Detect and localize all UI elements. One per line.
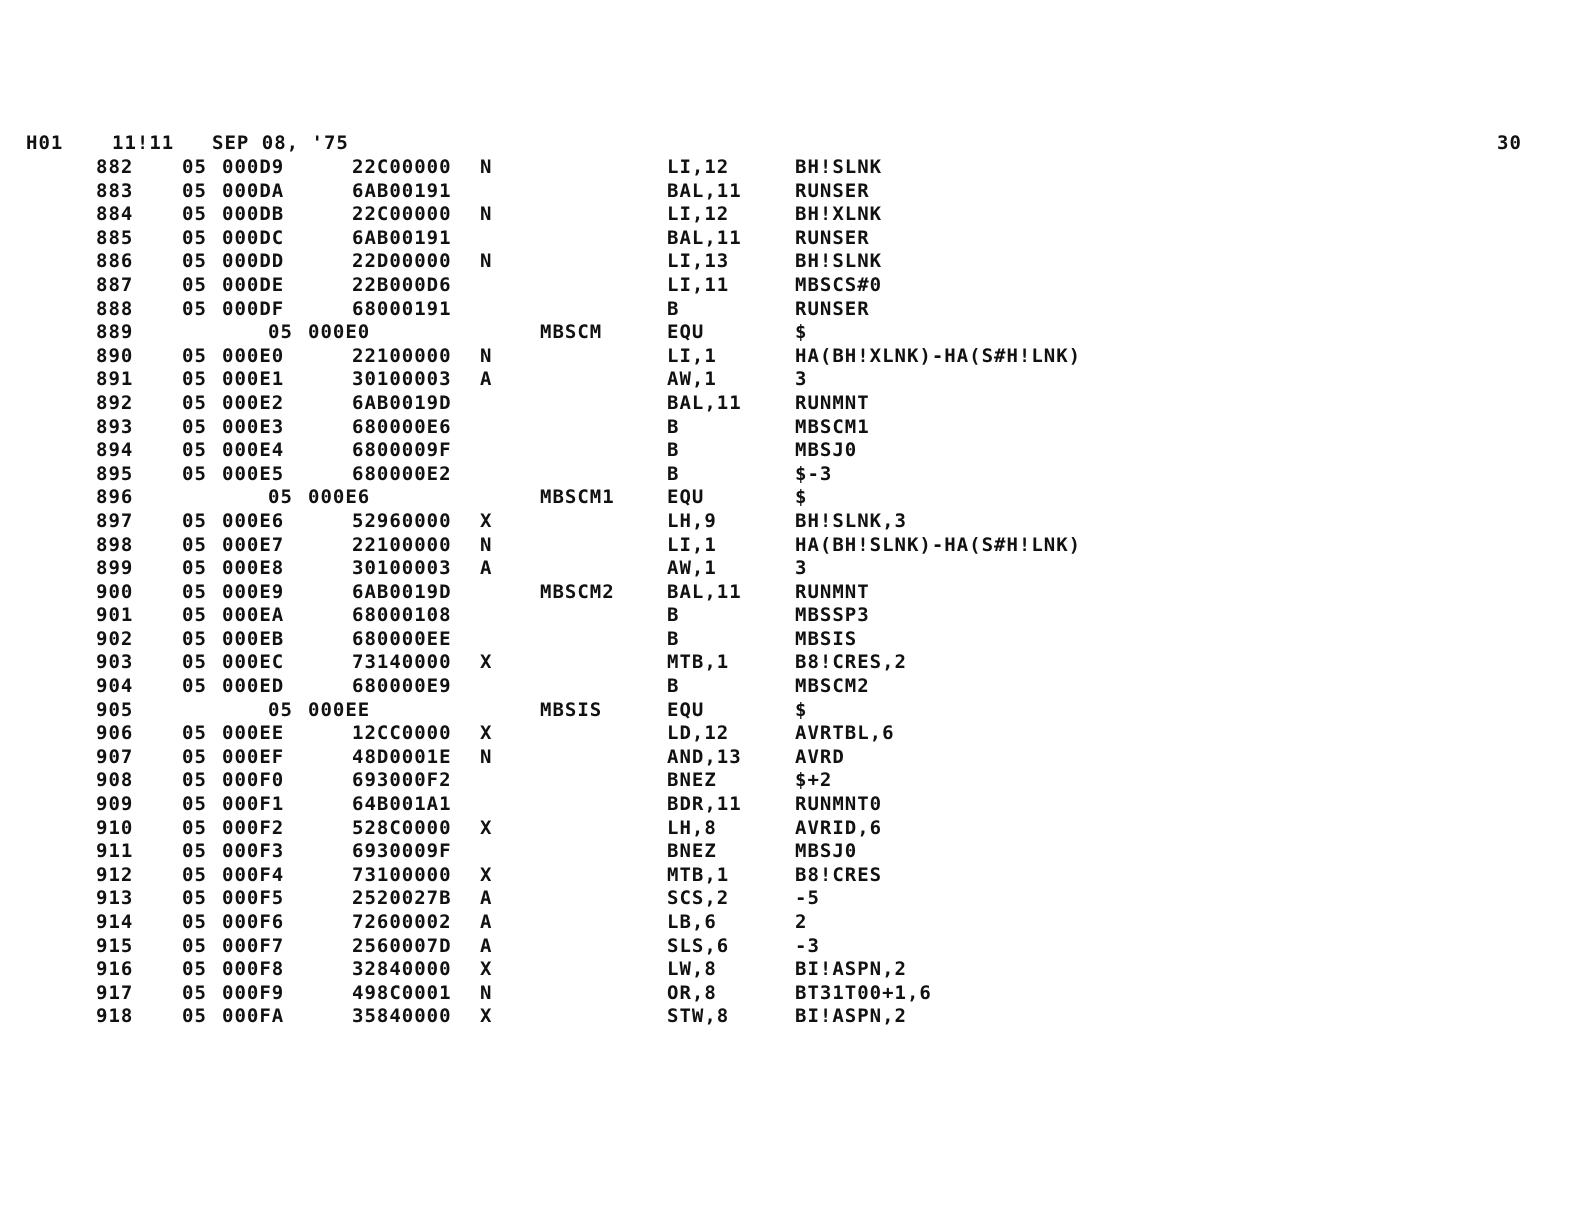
operand: 3 <box>795 368 808 391</box>
listing-row <box>0 156 1584 180</box>
address: 000E1 <box>222 368 285 391</box>
section-code: 05 <box>182 793 207 816</box>
operand: MBSIS <box>795 627 858 650</box>
line-number: 909 <box>96 793 134 816</box>
line-number: 893 <box>96 415 134 438</box>
section-code: 05 <box>182 226 207 249</box>
opcode: B <box>667 439 680 462</box>
line-number: 894 <box>96 439 134 462</box>
opcode: LI,12 <box>667 203 730 226</box>
operand: $ <box>795 698 808 721</box>
opcode: LB,6 <box>667 911 717 933</box>
operand: RUNSER <box>795 226 870 249</box>
section-code: 05 <box>182 958 207 981</box>
line-number: 915 <box>96 934 134 957</box>
listing-row <box>0 321 1584 345</box>
object-code: 22100000 <box>352 533 452 556</box>
object-code: 680000E2 <box>352 462 452 485</box>
line-number: 914 <box>96 911 134 933</box>
listing-row <box>0 439 1584 463</box>
section-code: 05 <box>182 675 207 698</box>
address: 000E2 <box>222 391 285 414</box>
operand: AVRID,6 <box>795 816 883 839</box>
object-code: 22D00000 <box>352 250 452 273</box>
listing-row <box>0 864 1584 888</box>
opcode: BAL,11 <box>667 179 742 202</box>
object-code: 73100000 <box>352 863 452 886</box>
address: 000EE <box>222 722 285 745</box>
listing-row <box>0 581 1584 605</box>
reloc-flag: X <box>480 651 493 674</box>
address: 000F3 <box>222 840 285 863</box>
address: 000EB <box>222 627 285 650</box>
line-number: 890 <box>96 344 134 367</box>
line-number: 913 <box>96 887 134 910</box>
listing-row <box>0 392 1584 416</box>
listing-row <box>0 793 1584 817</box>
section-code: 05 <box>182 604 207 627</box>
line-number: 908 <box>96 769 134 792</box>
line-number: 884 <box>96 203 134 226</box>
line-number: 904 <box>96 675 134 698</box>
object-code: 6930009F <box>352 840 452 863</box>
line-number: 885 <box>96 226 134 249</box>
opcode: SLS,6 <box>667 934 730 957</box>
operand: -5 <box>795 887 820 910</box>
section-code: 05 <box>182 415 207 438</box>
reloc-flag: X <box>480 722 493 745</box>
line-number: 892 <box>96 391 134 414</box>
object-code: 32840000 <box>352 958 452 981</box>
operand: AVRD <box>795 745 845 768</box>
listing-row <box>0 557 1584 581</box>
reloc-flag: N <box>480 250 493 273</box>
opcode: LW,8 <box>667 958 717 981</box>
object-code: 6AB0019D <box>352 391 452 414</box>
line-number: 889 <box>96 321 134 344</box>
address: 000F7 <box>222 934 285 957</box>
section-code: 05 <box>182 863 207 886</box>
section-code: 05 <box>182 981 207 1004</box>
section-code: 05 <box>182 368 207 391</box>
listing-row <box>0 486 1584 510</box>
section-code: 05 <box>182 651 207 674</box>
object-code: 22C00000 <box>352 156 452 178</box>
opcode: SCS,2 <box>667 887 730 910</box>
opcode: B <box>667 297 680 320</box>
header-date: SEP 08, '75 <box>212 132 349 154</box>
reloc-flag: A <box>480 887 493 910</box>
object-code: 30100003 <box>352 557 452 580</box>
opcode: LI,1 <box>667 533 717 556</box>
object-code: 73140000 <box>352 651 452 674</box>
reloc-flag: A <box>480 368 493 391</box>
object-code: 2520027B <box>352 887 452 910</box>
section-code: 05 <box>182 911 207 933</box>
line-number: 910 <box>96 816 134 839</box>
opcode: LI,13 <box>667 250 730 273</box>
listing-row <box>0 416 1584 440</box>
listing-row <box>0 203 1584 227</box>
address: 000E9 <box>222 580 285 603</box>
section-code: 05 <box>182 1005 207 1028</box>
operand: BT31T00+1,6 <box>795 981 932 1004</box>
address: 000F8 <box>222 958 285 981</box>
opcode: B <box>667 415 680 438</box>
object-code: 680000EE <box>352 627 452 650</box>
address: 000EF <box>222 745 285 768</box>
line-number: 899 <box>96 557 134 580</box>
address: 000E7 <box>222 533 285 556</box>
listing-row <box>0 368 1584 392</box>
operand: $ <box>795 486 808 509</box>
address: 000F4 <box>222 863 285 886</box>
reloc-flag: X <box>480 1005 493 1028</box>
section-code: 05 <box>268 486 293 509</box>
listing-row <box>0 840 1584 864</box>
section-code: 05 <box>182 273 207 296</box>
listing-row <box>0 180 1584 204</box>
reloc-flag: N <box>480 533 493 556</box>
line-number: 905 <box>96 698 134 721</box>
listing-row <box>0 958 1584 982</box>
operand: B8!CRES <box>795 863 883 886</box>
line-number: 901 <box>96 604 134 627</box>
address: 000DC <box>222 226 285 249</box>
address: 000ED <box>222 675 285 698</box>
label: MBSCM2 <box>540 580 615 603</box>
opcode: BAL,11 <box>667 580 742 603</box>
line-number: 917 <box>96 981 134 1004</box>
address: 000EC <box>222 651 285 674</box>
listing-row <box>0 699 1584 723</box>
label: MBSCM1 <box>540 486 615 509</box>
address: 000DF <box>222 297 285 320</box>
operand: BH!XLNK <box>795 203 883 226</box>
listing-row <box>0 746 1584 770</box>
address: 000DD <box>222 250 285 273</box>
section-code: 05 <box>182 203 207 226</box>
line-number: 891 <box>96 368 134 391</box>
listing-row <box>0 1005 1584 1029</box>
header-time: 11!11 <box>112 132 175 154</box>
reloc-flag: N <box>480 344 493 367</box>
section-code: 05 <box>268 698 293 721</box>
operand: B8!CRES,2 <box>795 651 907 674</box>
listing-row <box>0 769 1584 793</box>
reloc-flag: N <box>480 156 493 178</box>
address: 000F5 <box>222 887 285 910</box>
listing-row <box>0 298 1584 322</box>
line-number: 912 <box>96 863 134 886</box>
line-number: 883 <box>96 179 134 202</box>
address: 000DB <box>222 203 285 226</box>
operand: $ <box>795 321 808 344</box>
address: 000D9 <box>222 156 285 178</box>
address: 000F2 <box>222 816 285 839</box>
line-number: 906 <box>96 722 134 745</box>
operand: RUNMNT0 <box>795 793 883 816</box>
operand: 3 <box>795 557 808 580</box>
object-code: 22B000D6 <box>352 273 452 296</box>
header-id: H01 <box>26 132 64 154</box>
opcode: AND,13 <box>667 745 742 768</box>
address: 000F9 <box>222 981 285 1004</box>
label: MBSIS <box>540 698 603 721</box>
line-number: 903 <box>96 651 134 674</box>
opcode: OR,8 <box>667 981 717 1004</box>
reloc-flag: X <box>480 863 493 886</box>
opcode: AW,1 <box>667 557 717 580</box>
address: 000EE <box>308 698 371 721</box>
line-number: 882 <box>96 156 134 178</box>
section-code: 05 <box>182 769 207 792</box>
opcode: LH,8 <box>667 816 717 839</box>
section-code: 05 <box>182 391 207 414</box>
section-code: 05 <box>182 250 207 273</box>
object-code: 22100000 <box>352 344 452 367</box>
listing-row <box>0 982 1584 1006</box>
operand: MBSCM2 <box>795 675 870 698</box>
object-code: 68000191 <box>352 297 452 320</box>
operand: -3 <box>795 934 820 957</box>
operand: BI!ASPN,2 <box>795 958 907 981</box>
opcode: B <box>667 604 680 627</box>
object-code: 52960000 <box>352 509 452 532</box>
object-code: 6AB00191 <box>352 179 452 202</box>
address: 000F1 <box>222 793 285 816</box>
operand: MBSJ0 <box>795 439 858 462</box>
address: 000E0 <box>222 344 285 367</box>
listing-row <box>0 345 1584 369</box>
section-code: 05 <box>182 156 207 178</box>
listing-row <box>0 675 1584 699</box>
reloc-flag: N <box>480 203 493 226</box>
listing-row <box>0 911 1584 935</box>
object-code: 680000E9 <box>352 675 452 698</box>
operand: HA(BH!XLNK)-HA(S#H!LNK) <box>795 344 1082 367</box>
reloc-flag: X <box>480 509 493 532</box>
operand: AVRTBL,6 <box>795 722 895 745</box>
section-code: 05 <box>182 439 207 462</box>
object-code: 680000E6 <box>352 415 452 438</box>
section-code: 05 <box>182 557 207 580</box>
page-number: 30 <box>1497 132 1522 154</box>
line-number: 888 <box>96 297 134 320</box>
object-code: 12CC0000 <box>352 722 452 745</box>
section-code: 05 <box>182 627 207 650</box>
address: 000E6 <box>308 486 371 509</box>
reloc-flag: X <box>480 816 493 839</box>
listing-row <box>0 510 1584 534</box>
address: 000FA <box>222 1005 285 1028</box>
section-code: 05 <box>182 462 207 485</box>
operand: RUNMNT <box>795 391 870 414</box>
listing-row <box>0 604 1584 628</box>
reloc-flag: A <box>480 934 493 957</box>
address: 000E3 <box>222 415 285 438</box>
address: 000E5 <box>222 462 285 485</box>
section-code: 05 <box>182 179 207 202</box>
operand: HA(BH!SLNK)-HA(S#H!LNK) <box>795 533 1082 556</box>
operand: MBSSP3 <box>795 604 870 627</box>
address: 000DE <box>222 273 285 296</box>
opcode: MTB,1 <box>667 651 730 674</box>
opcode: LD,12 <box>667 722 730 745</box>
line-number: 886 <box>96 250 134 273</box>
listing-row <box>0 274 1584 298</box>
opcode: EQU <box>667 486 705 509</box>
opcode: BAL,11 <box>667 226 742 249</box>
object-code: 72600002 <box>352 911 452 933</box>
section-code: 05 <box>182 745 207 768</box>
opcode: EQU <box>667 321 705 344</box>
section-code: 05 <box>182 509 207 532</box>
line-number: 898 <box>96 533 134 556</box>
opcode: BNEZ <box>667 840 717 863</box>
reloc-flag: A <box>480 911 493 933</box>
object-code: 68000108 <box>352 604 452 627</box>
address: 000E4 <box>222 439 285 462</box>
operand: BH!SLNK <box>795 250 883 273</box>
operand: 2 <box>795 911 808 933</box>
listing-row <box>0 722 1584 746</box>
section-code: 05 <box>182 344 207 367</box>
operand: MBSCM1 <box>795 415 870 438</box>
operand: RUNSER <box>795 297 870 320</box>
address: 000DA <box>222 179 285 202</box>
reloc-flag: A <box>480 557 493 580</box>
line-number: 896 <box>96 486 134 509</box>
address: 000E0 <box>308 321 371 344</box>
line-number: 907 <box>96 745 134 768</box>
opcode: B <box>667 675 680 698</box>
line-number: 897 <box>96 509 134 532</box>
opcode: MTB,1 <box>667 863 730 886</box>
operand: BI!ASPN,2 <box>795 1005 907 1028</box>
opcode: STW,8 <box>667 1005 730 1028</box>
object-code: 64B001A1 <box>352 793 452 816</box>
operand: BH!SLNK <box>795 156 883 178</box>
line-number: 900 <box>96 580 134 603</box>
listing-row <box>0 227 1584 251</box>
object-code: 6AB0019D <box>352 580 452 603</box>
opcode: B <box>667 627 680 650</box>
opcode: LI,11 <box>667 273 730 296</box>
section-code: 05 <box>182 934 207 957</box>
operand: $-3 <box>795 462 833 485</box>
listing-row <box>0 651 1584 675</box>
line-number: 918 <box>96 1005 134 1028</box>
object-code: 35840000 <box>352 1005 452 1028</box>
section-code: 05 <box>268 321 293 344</box>
section-code: 05 <box>182 722 207 745</box>
reloc-flag: N <box>480 745 493 768</box>
opcode: BNEZ <box>667 769 717 792</box>
operand: BH!SLNK,3 <box>795 509 907 532</box>
object-code: 48D0001E <box>352 745 452 768</box>
line-number: 902 <box>96 627 134 650</box>
address: 000E6 <box>222 509 285 532</box>
listing-row <box>0 628 1584 652</box>
operand: MBSJ0 <box>795 840 858 863</box>
operand: $+2 <box>795 769 833 792</box>
listing-row <box>0 887 1584 911</box>
line-number: 916 <box>96 958 134 981</box>
label: MBSCM <box>540 321 603 344</box>
operand: RUNSER <box>795 179 870 202</box>
opcode: B <box>667 462 680 485</box>
section-code: 05 <box>182 816 207 839</box>
opcode: BAL,11 <box>667 391 742 414</box>
address: 000E8 <box>222 557 285 580</box>
line-number: 895 <box>96 462 134 485</box>
line-number: 887 <box>96 273 134 296</box>
object-code: 6AB00191 <box>352 226 452 249</box>
object-code: 528C0000 <box>352 816 452 839</box>
section-code: 05 <box>182 533 207 556</box>
opcode: EQU <box>667 698 705 721</box>
listing-row <box>0 817 1584 841</box>
listing-row <box>0 250 1584 274</box>
reloc-flag: X <box>480 958 493 981</box>
operand: RUNMNT <box>795 580 870 603</box>
operand: MBSCS#0 <box>795 273 883 296</box>
object-code: 498C0001 <box>352 981 452 1004</box>
object-code: 22C00000 <box>352 203 452 226</box>
section-code: 05 <box>182 887 207 910</box>
listing-row <box>0 463 1584 487</box>
section-code: 05 <box>182 297 207 320</box>
line-number: 911 <box>96 840 134 863</box>
opcode: LI,1 <box>667 344 717 367</box>
address: 000F0 <box>222 769 285 792</box>
opcode: BDR,11 <box>667 793 742 816</box>
object-code: 6800009F <box>352 439 452 462</box>
object-code: 2560007D <box>352 934 452 957</box>
object-code: 693000F2 <box>352 769 452 792</box>
section-code: 05 <box>182 840 207 863</box>
object-code: 30100003 <box>352 368 452 391</box>
opcode: LH,9 <box>667 509 717 532</box>
address: 000EA <box>222 604 285 627</box>
address: 000F6 <box>222 911 285 933</box>
listing-row <box>0 935 1584 959</box>
opcode: LI,12 <box>667 156 730 178</box>
section-code: 05 <box>182 580 207 603</box>
reloc-flag: N <box>480 981 493 1004</box>
opcode: AW,1 <box>667 368 717 391</box>
listing-row <box>0 534 1584 558</box>
assembly-listing <box>0 156 1584 1029</box>
